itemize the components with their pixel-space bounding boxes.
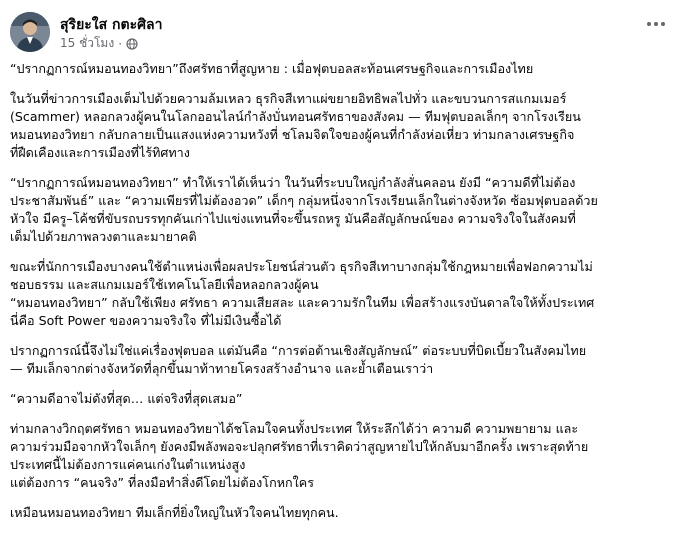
- post-paragraph-6: “ความดีอาจไม่ดังที่สุด… แต่จริงที่สุดเสมอ”: [10, 391, 243, 406]
- post-time[interactable]: 15 ชั่วโมง: [60, 36, 115, 50]
- post-meta: [60, 34, 138, 53]
- post-paragraph-7: ท่ามกลางวิกฤตศรัทธา หมอนทองวิทยาได้ชโลมใจคนทั้งประเทศ ให้ระลึกได้ว่า ความดี ความพยายาม และ ความร่วมมือจากหัวใจเล็กๆ ยังคงมีพลังพอจะปลุกศรัทธาที่เราคิดว่าสูญหายไปให้กลับมาอีกครั้ง เพราะสุดท้าย ประเทศนี้ไม่ต้องการแค่คนเก่งในตำแหน่งสูง แต่ต้องการ “คนจริง” ที่ลงมือทำสิ่งดีโดยไม่ต้องโกหกใคร: [10, 421, 589, 490]
- post-paragraph-3: “ปรากฏการณ์หมอนทองวิทยา” ทำให้เราได้เห็นว่า ในวันที่ระบบใหญ่กำลังสั่นคลอน ยังมี “ความดีที่ไม่ต้อง ประชาสัมพันธ์” และ “ความเพียรที่ไม่ต้องอวด” เด็กๆ กลุ่มหนึ่งจากโรงเรียนเล็กในต่างจังหวัด ซ้อมฟุตบอลด้วย หัวใจ มีครู–โค้ชที่ขับรถบรรทุกคันเก่าไปแข่งแทนที่จะขึ้นรถหรู มันคือสัญลักษณ์ของ ความจริงใจในสังคมที่ เต็มไปด้วยภาพลวงตาและมายาคติ: [10, 175, 598, 244]
- author-name[interactable]: สุริยะใส กตะศิลา: [60, 17, 163, 33]
- avatar[interactable]: [10, 12, 50, 52]
- globe-icon[interactable]: [126, 38, 138, 50]
- avatar-photo-icon: [10, 12, 50, 52]
- more-dot: [647, 22, 651, 26]
- post-paragraph-2: ในวันที่ข่าวการเมืองเต็มไปด้วยความล้มเหลว ธุรกิจสีเทาแผ่ขยายอิทธิพลไปทั่ว และขบวนการสแกมเมอร์ (Scammer) หลอกลวงผู้คนในโลกออนไลน์กำลังบั่นทอนศรัทธาของสังคม — ทีมฟุตบอลเล็กๆ จากโรงเรียน หมอนทองวิทยา กลับกลายเป็นแสงแห่งความหวังที่ ชโลมจิตใจของผู้คนที่กำลังห่อเหี่ยว ท่ามกลางเศรษฐกิจ ที่ฝืดเคืองและการเมืองที่ไร้ทิศทาง: [10, 91, 581, 160]
- more-dot: [661, 22, 665, 26]
- post-header: [10, 8, 670, 52]
- post-paragraph-4: ขณะที่นักการเมืองบางคนใช้ตำแหน่งเพื่อผลประโยชน์ส่วนตัว ธุรกิจสีเทาบางกลุ่มใช้กฎหมายเพื่อฟอกความไม่ ชอบธรรม และสแกมเมอร์ใช้เทคโนโลยีเพื่อหลอกลวงผู้คน “หมอนทองวิทยา” กลับใช้เพียง ศรัทธา ความเสียสละ และความรักในทีม เพื่อสร้างแรงบันดาลใจให้ทั้งประเทศ นี่คือ Soft Power ของความจริงใจ ที่ไม่มีเงินซื้อได้: [10, 259, 595, 328]
- post-paragraph-5: ปรากฏการณ์นี้จึงไม่ใช่แค่เรื่องฟุตบอล แต่มันคือ “การต่อต้านเชิงสัญลักษณ์” ต่อระบบที่บิดเบี้ยวในสังคมไทย — ทีมเล็กจากต่างจังหวัดที่ลุกขึ้นมาท้าทายโครงสร้างอำนาจ และย้ำเตือนเราว่า: [10, 343, 587, 376]
- meta-separator: ·: [118, 36, 123, 51]
- post-paragraph-1: “ปรากฏการณ์หมอนทองวิทยา”ถึงศรัทธาที่สูญหาย : เมื่อฟุตบอลสะท้อนเศรษฐกิจและการเมืองไทย: [10, 61, 534, 76]
- more-options-icon[interactable]: [642, 14, 670, 34]
- post-paragraph-8: เหมือนหมอนทองวิทยา ทีมเล็กที่ยิ่งใหญ่ในหัวใจคนไทยทุกคน.: [10, 505, 339, 520]
- post-body: [10, 60, 672, 534]
- more-dot: [654, 22, 658, 26]
